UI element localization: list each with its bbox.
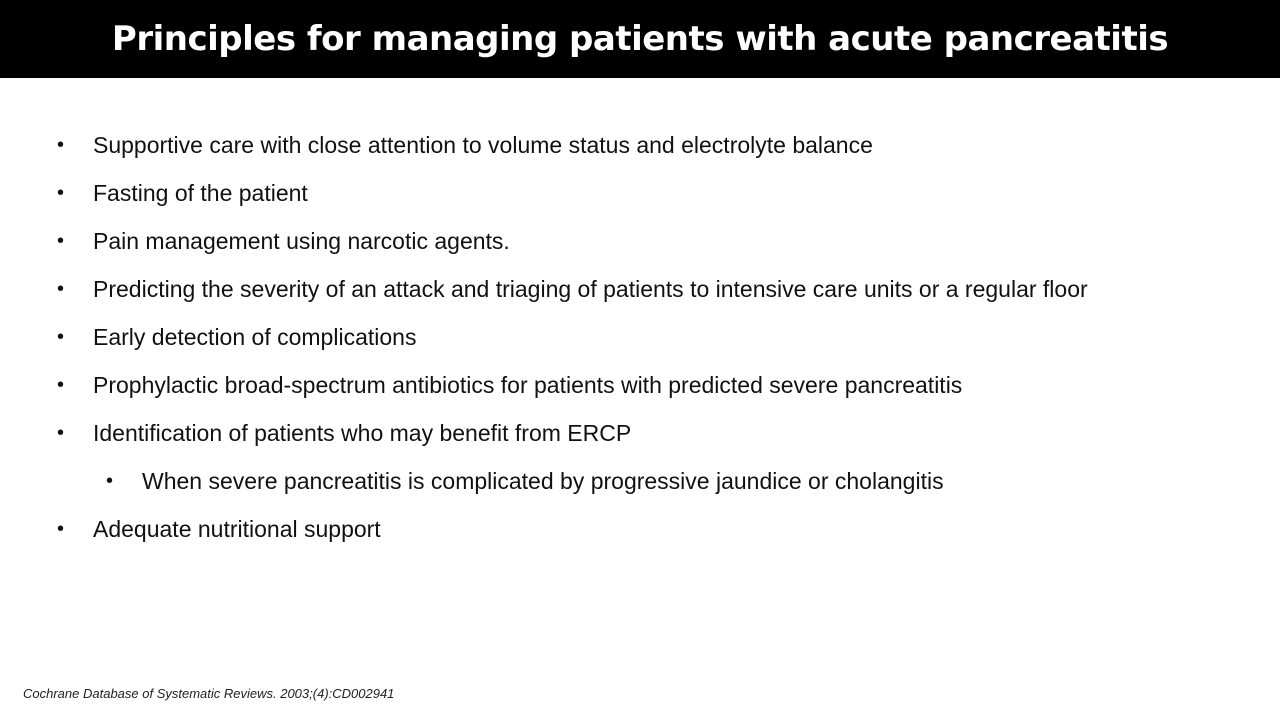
bullet-text: Pain management using narcotic agents.	[93, 228, 510, 254]
bullet-text: Fasting of the patient	[93, 180, 308, 206]
bullet-list	[0, 121, 1280, 553]
bullet-item	[0, 169, 1280, 217]
bullet-text: Predicting the severity of an attack and triaging of patients to intensive care units or a regular floor	[93, 276, 1088, 302]
bullet-text: Early detection of complications	[93, 324, 417, 350]
citation: Cochrane Database of Systematic Reviews. 2003;(4):CD002941	[23, 686, 395, 701]
bullet-item	[0, 505, 1280, 553]
bullet-item	[0, 361, 1280, 409]
bullet-text: Prophylactic broad-spectrum antibiotics for patients with predicted severe pancreatitis	[93, 372, 963, 398]
bullet-text: Identification of patients who may benefit from ERCP	[93, 420, 632, 446]
sub-bullet-item	[0, 457, 1280, 505]
bullet-text: Adequate nutritional support	[93, 516, 381, 542]
bullet-dot-icon: •	[57, 278, 65, 300]
bullet-item	[0, 217, 1280, 265]
bullet-item	[0, 313, 1280, 361]
bullet-dot-icon: •	[57, 422, 65, 444]
slide-title: Principles for managing patients with acute pancreatitis	[111, 19, 1169, 59]
bullet-dot-icon: •	[57, 134, 65, 156]
bullet-item	[0, 121, 1280, 169]
title-bar	[0, 0, 1280, 78]
bullet-item	[0, 409, 1280, 457]
bullet-dot-icon: •	[57, 518, 65, 540]
bullet-dot-icon: •	[57, 182, 65, 204]
bullet-dot-icon: •	[106, 470, 114, 492]
bullet-dot-icon: •	[57, 230, 65, 252]
bullet-text: When severe pancreatitis is complicated by progressive jaundice or cholangitis	[142, 468, 944, 494]
bullet-dot-icon: •	[57, 326, 65, 348]
bullet-item	[0, 265, 1280, 313]
bullet-text: Supportive care with close attention to volume status and electrolyte balance	[93, 132, 873, 158]
bullet-dot-icon: •	[57, 374, 65, 396]
